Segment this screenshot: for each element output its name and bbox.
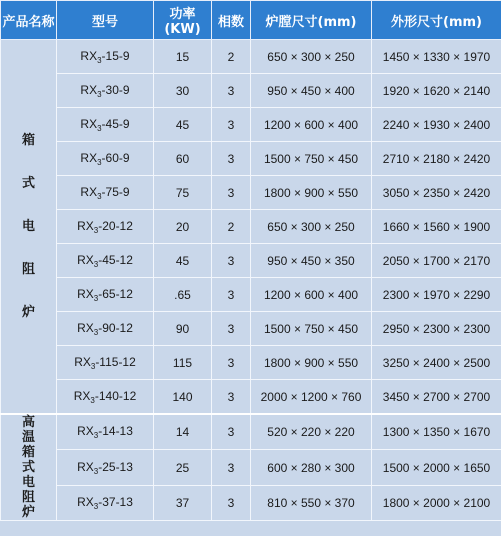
outer-size-cell: 1450 × 1330 × 1970	[372, 40, 501, 74]
table-row	[1, 485, 501, 520]
model-prefix: RX	[80, 150, 98, 165]
product-name-char: 电	[21, 219, 35, 234]
product-name-cell	[1, 414, 57, 521]
chamber-size-cell: 650 × 300 × 250	[251, 40, 372, 74]
phases-cell: 3	[212, 346, 251, 380]
outer-size-cell: 2240 × 1930 × 2400	[372, 108, 501, 142]
power-cell: 14	[154, 414, 212, 450]
chamber-size-cell: 2000 × 1200 × 760	[251, 380, 372, 415]
model-subscript: 3	[93, 501, 99, 511]
model-subscript: 3	[93, 225, 99, 235]
power-cell: 45	[154, 108, 212, 142]
chamber-size-cell: 1800 × 900 × 550	[251, 176, 372, 210]
product-name-char: 阻	[21, 262, 35, 277]
model-cell	[57, 142, 154, 176]
header-product-name: 产品名称	[1, 1, 57, 40]
product-name-char: 阻	[21, 490, 35, 505]
power-cell: 37	[154, 485, 212, 520]
table-row	[1, 450, 501, 485]
product-name-char: 高	[21, 415, 35, 430]
model-cell	[57, 210, 154, 244]
phases-cell: 2	[212, 40, 251, 74]
model-cell	[57, 312, 154, 346]
model-subscript: 3	[93, 327, 99, 337]
model-suffix: -15-9	[101, 48, 130, 63]
header-power: 功率(KW)	[154, 1, 212, 40]
table-row	[1, 40, 501, 74]
outer-size-cell: 1660 × 1560 × 1900	[372, 210, 501, 244]
model-suffix: -75-9	[101, 184, 130, 199]
model-cell	[57, 414, 154, 450]
model-prefix: RX	[74, 354, 91, 369]
chamber-size-cell: 650 × 300 × 250	[251, 210, 372, 244]
outer-size-cell: 1800 × 2000 × 2100	[372, 485, 501, 520]
model-cell	[57, 108, 154, 142]
chamber-size-cell: 1500 × 750 × 450	[251, 312, 372, 346]
outer-size-cell: 2950 × 2300 × 2300	[372, 312, 501, 346]
power-cell: 140	[154, 380, 212, 415]
table-row	[1, 380, 501, 415]
model-suffix: -20-12	[98, 218, 133, 233]
table-row	[1, 142, 501, 176]
model-cell	[57, 485, 154, 520]
outer-size-cell: 2300 × 1970 × 2290	[372, 278, 501, 312]
model-cell	[57, 450, 154, 485]
model-prefix: RX	[80, 82, 98, 97]
chamber-size-cell: 520 × 220 × 220	[251, 414, 372, 450]
phases-cell: 3	[212, 278, 251, 312]
table-body	[1, 40, 501, 521]
model-subscript: 3	[90, 395, 95, 405]
model-suffix: -37-13	[98, 494, 133, 509]
phases-cell: 3	[212, 414, 251, 450]
phases-cell: 3	[212, 142, 251, 176]
power-cell: 115	[154, 346, 212, 380]
model-suffix: -140-12	[94, 388, 137, 403]
model-suffix: -115-12	[95, 354, 136, 369]
model-suffix: -25-13	[98, 459, 133, 474]
power-cell: 30	[154, 74, 212, 108]
model-suffix: -45-12	[98, 252, 133, 267]
model-suffix: -65-12	[98, 286, 133, 301]
chamber-size-cell: 600 × 280 × 300	[251, 450, 372, 485]
model-prefix: RX	[77, 286, 94, 301]
product-name-char: 温	[21, 430, 35, 445]
product-name-char: 箱	[21, 133, 35, 148]
chamber-size-cell: 1200 × 600 × 400	[251, 278, 372, 312]
model-prefix: RX	[80, 116, 98, 131]
model-subscript: 3	[97, 157, 102, 167]
model-cell	[57, 244, 154, 278]
phases-cell: 3	[212, 108, 251, 142]
model-subscript: 3	[93, 293, 99, 303]
chamber-size-cell: 810 × 550 × 370	[251, 485, 372, 520]
power-cell: 90	[154, 312, 212, 346]
table-row	[1, 210, 501, 244]
model-subscript: 3	[97, 55, 102, 65]
table-row	[1, 244, 501, 278]
product-name-cell	[1, 40, 57, 415]
model-cell	[57, 346, 154, 380]
header-phases: 相数	[212, 1, 251, 40]
table-row	[1, 278, 501, 312]
phases-cell: 3	[212, 244, 251, 278]
chamber-size-cell: 950 × 450 × 350	[251, 244, 372, 278]
product-name-char: 电	[21, 475, 35, 490]
model-prefix: RX	[77, 459, 94, 474]
model-suffix: -90-12	[98, 320, 133, 335]
phases-cell: 3	[212, 450, 251, 485]
header-row	[1, 1, 501, 40]
power-cell: 45	[154, 244, 212, 278]
model-prefix: RX	[77, 494, 94, 509]
model-subscript: 3	[97, 191, 102, 201]
model-prefix: RX	[80, 184, 98, 199]
chamber-size-cell: 1800 × 900 × 550	[251, 346, 372, 380]
outer-size-cell: 2050 × 1700 × 2170	[372, 244, 501, 278]
product-name-char: 箱	[21, 445, 35, 460]
header-outer-size: 外形尺寸(mm)	[372, 1, 501, 40]
phases-cell: 3	[212, 312, 251, 346]
power-cell: 25	[154, 450, 212, 485]
power-cell: 15	[154, 40, 212, 74]
phases-cell: 3	[212, 74, 251, 108]
table-row	[1, 176, 501, 210]
table-row	[1, 312, 501, 346]
outer-size-cell: 1500 × 2000 × 1650	[372, 450, 501, 485]
model-suffix: -30-9	[101, 82, 130, 97]
model-prefix: RX	[77, 218, 94, 233]
model-subscript: 3	[90, 361, 96, 371]
power-cell: 60	[154, 142, 212, 176]
power-cell: 20	[154, 210, 212, 244]
chamber-size-cell: 1200 × 600 × 400	[251, 108, 372, 142]
chamber-size-cell: 1500 × 750 × 450	[251, 142, 372, 176]
outer-size-cell: 1300 × 1350 × 1670	[372, 414, 501, 450]
model-suffix: -45-9	[101, 116, 130, 131]
power-cell: 75	[154, 176, 212, 210]
model-prefix: RX	[77, 320, 94, 335]
model-cell	[57, 74, 154, 108]
outer-size-cell: 1920 × 1620 × 2140	[372, 74, 501, 108]
phases-cell: 3	[212, 485, 251, 520]
product-name-char: 式	[21, 176, 35, 191]
model-cell	[57, 278, 154, 312]
model-subscript: 3	[97, 89, 102, 99]
model-subscript: 3	[97, 123, 102, 133]
model-cell	[57, 380, 154, 415]
model-prefix: RX	[80, 48, 98, 63]
table-row	[1, 74, 501, 108]
table-row	[1, 108, 501, 142]
table-row	[1, 414, 501, 450]
product-name-char: 式	[21, 460, 35, 475]
model-prefix: RX	[73, 388, 91, 403]
outer-size-cell: 3450 × 2700 × 2700	[372, 380, 501, 415]
table-row	[1, 346, 501, 380]
model-cell	[57, 40, 154, 74]
model-subscript: 3	[93, 259, 99, 269]
model-prefix: RX	[77, 252, 94, 267]
model-cell	[57, 176, 154, 210]
product-name-char: 炉	[21, 505, 35, 520]
power-cell: .65	[154, 278, 212, 312]
model-prefix: RX	[77, 424, 94, 439]
product-name-char: 炉	[21, 305, 35, 320]
outer-size-cell: 2710 × 2180 × 2420	[372, 142, 501, 176]
header-model: 型号	[57, 1, 154, 40]
outer-size-cell: 3250 × 2400 × 2500	[372, 346, 501, 380]
model-suffix: -60-9	[101, 150, 130, 165]
model-suffix: -14-13	[98, 424, 133, 439]
model-subscript: 3	[93, 431, 99, 441]
chamber-size-cell: 950 × 450 × 400	[251, 74, 372, 108]
header-chamber-size: 炉膛尺寸(mm)	[251, 1, 372, 40]
phases-cell: 3	[212, 176, 251, 210]
outer-size-cell: 3050 × 2350 × 2420	[372, 176, 501, 210]
model-subscript: 3	[93, 466, 99, 476]
phases-cell: 3	[212, 380, 251, 415]
phases-cell: 2	[212, 210, 251, 244]
